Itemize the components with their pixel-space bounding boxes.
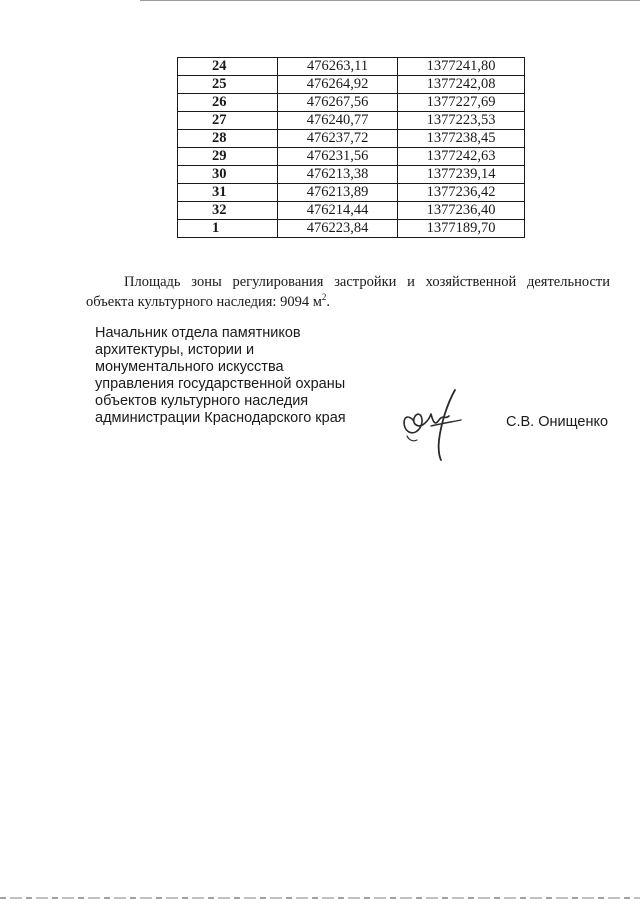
coordinate-x: 476214,44 [278,202,398,220]
coordinate-x: 476213,89 [278,184,398,202]
signatory-title-line: объектов культурного наследия [95,393,309,409]
signatory-name: С.В. Онищенко [506,414,609,430]
coordinates-table [177,57,525,238]
point-number: 26 [178,94,278,112]
table-row [178,202,525,220]
coordinate-x: 476263,11 [278,58,398,76]
handwritten-signature [395,380,470,462]
coordinate-x: 476213,38 [278,166,398,184]
table-row [178,76,525,94]
coordinate-y: 1377238,45 [398,130,525,148]
coordinate-y: 1377242,08 [398,76,525,94]
coordinate-y: 1377227,69 [398,94,525,112]
coordinate-x: 476231,56 [278,148,398,166]
table-row [178,94,525,112]
table-row [178,148,525,166]
coordinate-y: 1377242,63 [398,148,525,166]
scan-edge-line-bottom [0,897,640,899]
signatory-title-line: Начальник отдела памятников [95,325,301,341]
coordinate-x: 476240,77 [278,112,398,130]
table-row [178,130,525,148]
point-number: 1 [178,220,278,238]
signatory-title-line: администрации Краснодарского края [95,410,346,426]
point-number: 28 [178,130,278,148]
coordinate-x: 476267,56 [278,94,398,112]
point-number: 25 [178,76,278,94]
signatory-title-line: управления государственной охраны [95,376,346,392]
point-number: 29 [178,148,278,166]
coordinate-y: 1377241,80 [398,58,525,76]
coordinate-y: 1377223,53 [398,112,525,130]
signatory-title [95,325,346,427]
area-statement-text: Площадь зоны регулирования застройки и хозяйственной деятельности объекта культурного наследия: 9094 м [86,273,610,310]
table-row [178,58,525,76]
area-unit-superscript: 2 [321,291,327,302]
table-row [178,220,525,238]
point-number: 27 [178,112,278,130]
area-statement-suffix: . [326,293,330,310]
coordinate-y: 1377236,40 [398,202,525,220]
coordinate-x: 476264,92 [278,76,398,94]
coordinate-x: 476237,72 [278,130,398,148]
point-number: 30 [178,166,278,184]
coordinate-y: 1377236,42 [398,184,525,202]
coordinate-y: 1377189,70 [398,220,525,238]
table-row [178,184,525,202]
coordinates-table-body [178,58,525,238]
signatory-title-line: монументального искусства [95,359,284,375]
coordinate-x: 476223,84 [278,220,398,238]
point-number: 31 [178,184,278,202]
coordinate-y: 1377239,14 [398,166,525,184]
area-statement [86,272,610,312]
point-number: 24 [178,58,278,76]
table-row [178,112,525,130]
table-row [178,166,525,184]
signatory-title-line: архитектуры, истории и [95,342,255,358]
scan-edge-line-top [140,0,640,1]
point-number: 32 [178,202,278,220]
